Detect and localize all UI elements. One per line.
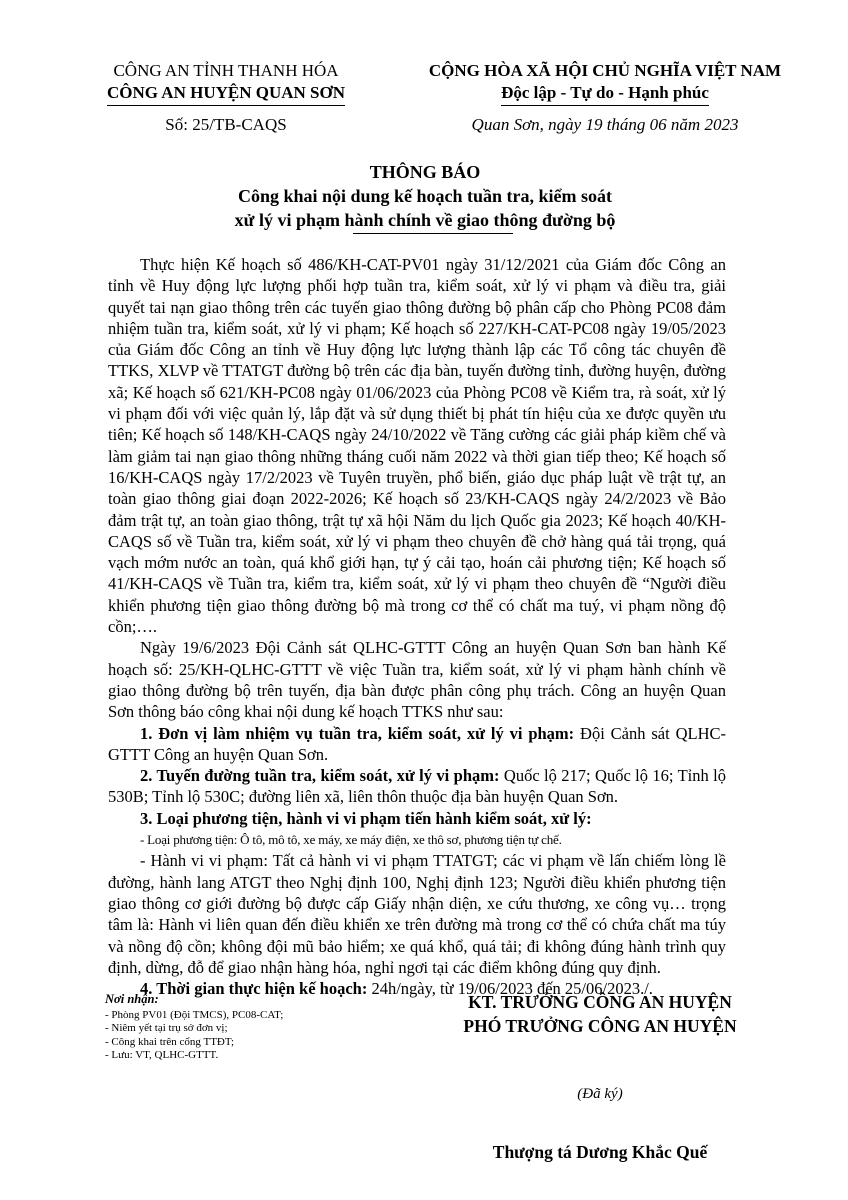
item-4-label: 4. Thời gian thực hiện kế hoạch: [140,979,368,999]
signed-mark: (Đã ký) [577,1086,623,1102]
recipient-item: - Niêm yết tại trụ sở đơn vị; [105,1022,228,1034]
item-3-violations: - Hành vi vi phạm: Tất cả hành vi vi phạm TTATGT; các vi phạm về lấn chiếm lòng lề đường, hành lang ATGT theo Nghị định 100, Nghị định 123; Người điều khiển phương tiện giao thông cơ giới đường bộ được cấp Giấy nhận diện, xe cứu thương, xe công vụ… trọng tâm là: Hành vi liên quan đến điều khiển xe trên đường mà trong cơ thể có chứa chất ma túy và nồng độ cồn; không đội mũ bảo hiểm; xe quá khổ, quá tải; đi không đúng hành trình quy định, dừng, đỗ để giao nhận hàng hóa, nghỉ ngơi tại các điểm không đúng quy định. [108,851,726,977]
recipient-item: - Lưu: VT, QLHC-GTTT. [105,1049,219,1061]
issuing-agency-block [96,60,356,136]
place-date: Quan Sơn, ngày 19 tháng 06 năm 2023 [471,115,739,134]
paragraph-basis: Thực hiện Kế hoạch số 486/KH-CAT-PV01 ngày 31/12/2021 của Giám đốc Công an tỉnh về Huy động lực lượng phối hợp tuần tra, kiểm soát, xử lý vi phạm và điều tra, giải quyết tai nạn giao thông trên các tuyến giao thông đường bộ phân cấp cho Phòng PC08 đảm nhiệm tuần tra, kiểm soát, xử lý vi phạm; Kế hoạch số 227/KH-CAT-PC08 ngày 19/05/2023 của Giám đốc Công an tỉnh về Huy động lực lượng thành lập các Tổ công tác chuyên đề TTKS, XLVP về TTATGT đường bộ trên các địa bàn, tuyến đường tỉnh, đường huyện, đường xã; Kế hoạch số 621/KH-PC08 ngày 01/06/2023 của Phòng PC08 về Kiểm tra, rà soát, xử lý vi phạm đối với việc quản lý, lắp đặt và sử dụng thiết bị phát tín hiệu của xe được quyền ưu tiên; Kế hoạch số 148/KH-CAQS ngày 24/10/2022 về Tăng cường các giải pháp kiềm chế và làm giảm tai nạn giao thông những tháng cuối năm 2022 và thời gian tiếp theo; Kế hoạch số 16/KH-CAQS ngày 17/2/2023 về Tuyên truyền, phổ biến, giáo dục pháp luật về trật tự, an toàn giao thông giai đoạn 2022-2026; Kế hoạch số 23/KH-CAQS ngày 24/2/2023 về Bảo đảm trật tự, an toàn giao thông, trật tự xã hội Năm du lịch Quốc gia 2023; Kế hoạch 40/KH-CAQS số về Tuần tra, kiểm soát, xử lý vi phạm theo chuyên đề chở hàng quá tải trọng, quá vạch mớm nước an toàn, quá khổ giới hạn, tự ý cải tạo, hoán cải phương tiện; Kế hoạch số 41/KH-CAQS về Tuần tra, kiểm tra, kiểm soát, xử lý vi phạm theo chuyên đề “Người điều khiển phương tiện giao thông đường bộ mà trong cơ thể có chất ma tuý, vi phạm nồng độ cồn;…. [108,255,726,637]
item-4-text: 24h/ngày, từ 19/06/2023 đến 25/06/2023./. [367,979,653,999]
subject-line-1: Công khai nội dung kế hoạch tuần tra, kiểm soát [237,186,613,206]
item-2-text: Quốc lộ 217; Quốc lộ 16; Tỉnh lộ 530B; Tỉnh lộ 530C; đường liên xã, liên thôn thuộc địa bàn huyện Quan Sơn. [108,766,726,807]
signature-block [420,990,780,1038]
parent-agency: CÔNG AN TỈNH THANH HÓA [113,61,339,80]
recipients-label: Nơi nhận: [105,992,159,1006]
signature-line-2: PHÓ TRƯỞNG CÔNG AN HUYỆN [463,1016,737,1036]
signer-name: Thượng tá Dương Khắc Quế [492,1142,708,1162]
title-underline [353,233,513,234]
nation-name: CỘNG HÒA XÃ HỘI CHỦ NGHĨA VIỆT NAM [428,61,782,80]
motto [408,82,802,106]
item-1 [108,723,726,766]
signature-line-1: KT. TRƯỞNG CÔNG AN HUYỆN [468,992,732,1012]
item-1-text: Đội Cảnh sát QLHC-GTTT Công an huyện Quan Sơn. [108,723,726,764]
item-3-label: 3. Loại phương tiện, hành vi vi phạm tiến hành kiểm soát, xử lý: [140,808,592,828]
item-2 [108,765,726,808]
recipient-item: - Công khai trên cổng TTĐT; [105,1035,235,1048]
motto-text: Độc lập - Tự do - Hạnh phúc [501,82,709,106]
national-header-block [408,60,802,136]
doc-type: THÔNG BÁO [369,162,481,182]
item-2-label: 2. Tuyến đường tuần tra, kiểm soát, xử lý vi phạm: [140,766,500,786]
recipients-block [105,993,405,1063]
document-number: Số: 25/TB-CAQS [165,115,287,134]
agency-name [96,82,356,106]
item-1-label: 1. Đơn vị làm nhiệm vụ tuần tra, kiểm soát, xử lý vi phạm: [140,723,575,743]
document-body [108,254,726,999]
document-title [110,160,740,232]
subject-line-2: xử lý vi phạm hành chính về giao thông đường bộ [234,210,616,230]
agency-name-text: CÔNG AN HUYỆN QUAN SƠN [107,82,345,106]
paragraph-plan-issued: Ngày 19/6/2023 Đội Cảnh sát QLHC-GTTT Công an huyện Quan Sơn ban hành Kế hoạch số: 25/KH-QLHC-GTTT về việc Tuần tra, kiểm soát, xử lý vi phạm hành chính về giao thông đường bộ trên tuyến, địa bàn được phân công phụ trách. Công an huyện Quan Sơn thông báo công khai nội dung kế hoạch TTKS như sau: [108,638,726,722]
recipient-item: - Phòng PV01 (Đội TMCS), PC08-CAT; [105,1008,284,1021]
item-3-vehicles: - Loại phương tiện: Ô tô, mô tô, xe máy, xe máy điện, xe thô sơ, phương tiện tự chế. [140,832,562,848]
